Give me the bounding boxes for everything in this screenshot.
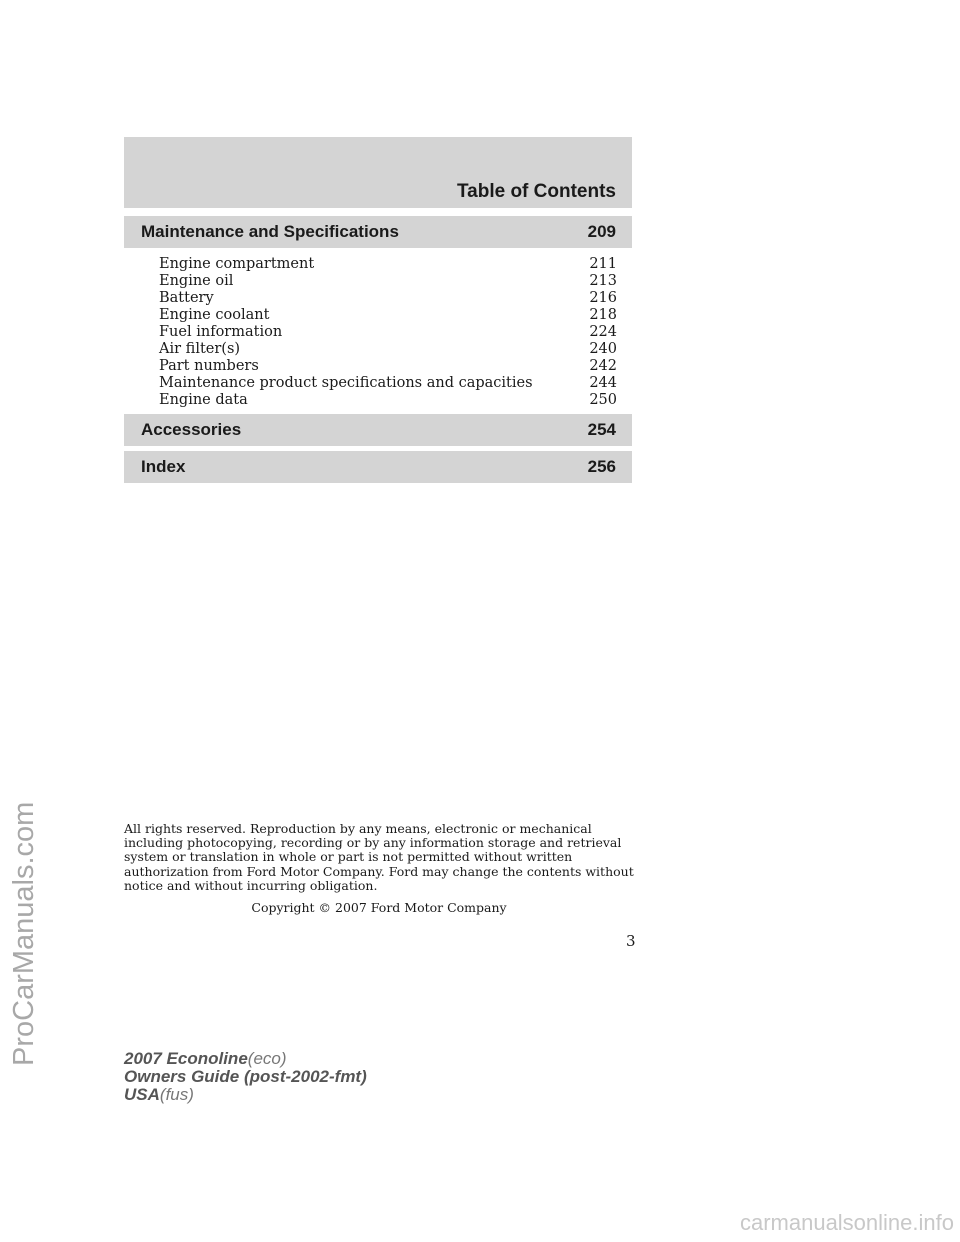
toc-item[interactable] [159, 256, 617, 273]
toc-item[interactable] [159, 324, 617, 341]
toc-item-label: Air filter(s) [159, 341, 241, 357]
toc-item-page: 213 [589, 273, 617, 289]
format-info [124, 1050, 367, 1104]
toc-item-page: 211 [589, 256, 617, 272]
header-band [124, 137, 632, 208]
section-title: Index [141, 457, 186, 476]
toc-item-page: 224 [589, 324, 617, 340]
model-name: 2007 Econoline [124, 1049, 248, 1068]
toc-item[interactable] [159, 375, 617, 392]
toc-item-label: Engine compartment [159, 256, 315, 272]
model-code: (eco) [247, 1049, 287, 1068]
page-number: 3 [626, 932, 636, 950]
toc-item[interactable] [159, 273, 617, 290]
toc-item-page: 242 [589, 358, 617, 374]
toc-item-page: 218 [589, 307, 617, 323]
toc-item-label: Engine oil [159, 273, 234, 289]
section-page: 254 [587, 420, 616, 439]
toc-item-label: Engine coolant [159, 307, 270, 323]
toc-item-page: 250 [589, 392, 617, 408]
guide-name: Owners Guide (post-2002-fmt) [124, 1067, 367, 1086]
toc-item-label: Maintenance product specifications and capacities [159, 375, 533, 391]
rights-notice: All rights reserved. Reproduction by any means, electronic or mechanical including photocopying, recording or by any information storage and retrieval system or translation in whole or part is not permitted without written authorization from Ford Motor Company. Ford may change the contents without notice and without incurring obligation. [124, 821, 634, 893]
copyright-line: Copyright © 2007 Ford Motor Company [251, 900, 507, 915]
section-title: Maintenance and Specifications [141, 222, 399, 241]
watermark-left-text: ProCarManuals.com [8, 801, 40, 1066]
toc-item[interactable] [159, 307, 617, 324]
market-name: USA [124, 1085, 160, 1104]
market-code: (fus) [159, 1085, 194, 1104]
format-line-2 [124, 1068, 367, 1086]
toc-item-page: 240 [589, 341, 617, 357]
page-title: Table of Contents [456, 181, 616, 202]
toc-list [159, 256, 617, 409]
section-bar-index[interactable] [124, 451, 632, 483]
toc-item[interactable] [159, 358, 617, 375]
toc-item-page: 216 [589, 290, 617, 306]
watermark-bottom: carmanualsonline.info [739, 1210, 954, 1235]
section-page: 209 [587, 222, 616, 241]
section-bar-accessories[interactable] [124, 414, 632, 446]
toc-item-page: 244 [589, 375, 617, 391]
section-title: Accessories [141, 420, 242, 439]
format-line-1 [124, 1050, 367, 1068]
toc-item-label: Battery [159, 290, 214, 306]
section-bar-maintenance[interactable] [124, 216, 632, 248]
toc-item-label: Engine data [159, 392, 248, 408]
toc-item[interactable] [159, 341, 617, 358]
format-line-3 [124, 1086, 367, 1104]
toc-item-label: Fuel information [159, 324, 283, 340]
toc-item-label: Part numbers [159, 358, 259, 374]
toc-item[interactable] [159, 392, 617, 409]
toc-item[interactable] [159, 290, 617, 307]
section-page: 256 [587, 457, 616, 476]
